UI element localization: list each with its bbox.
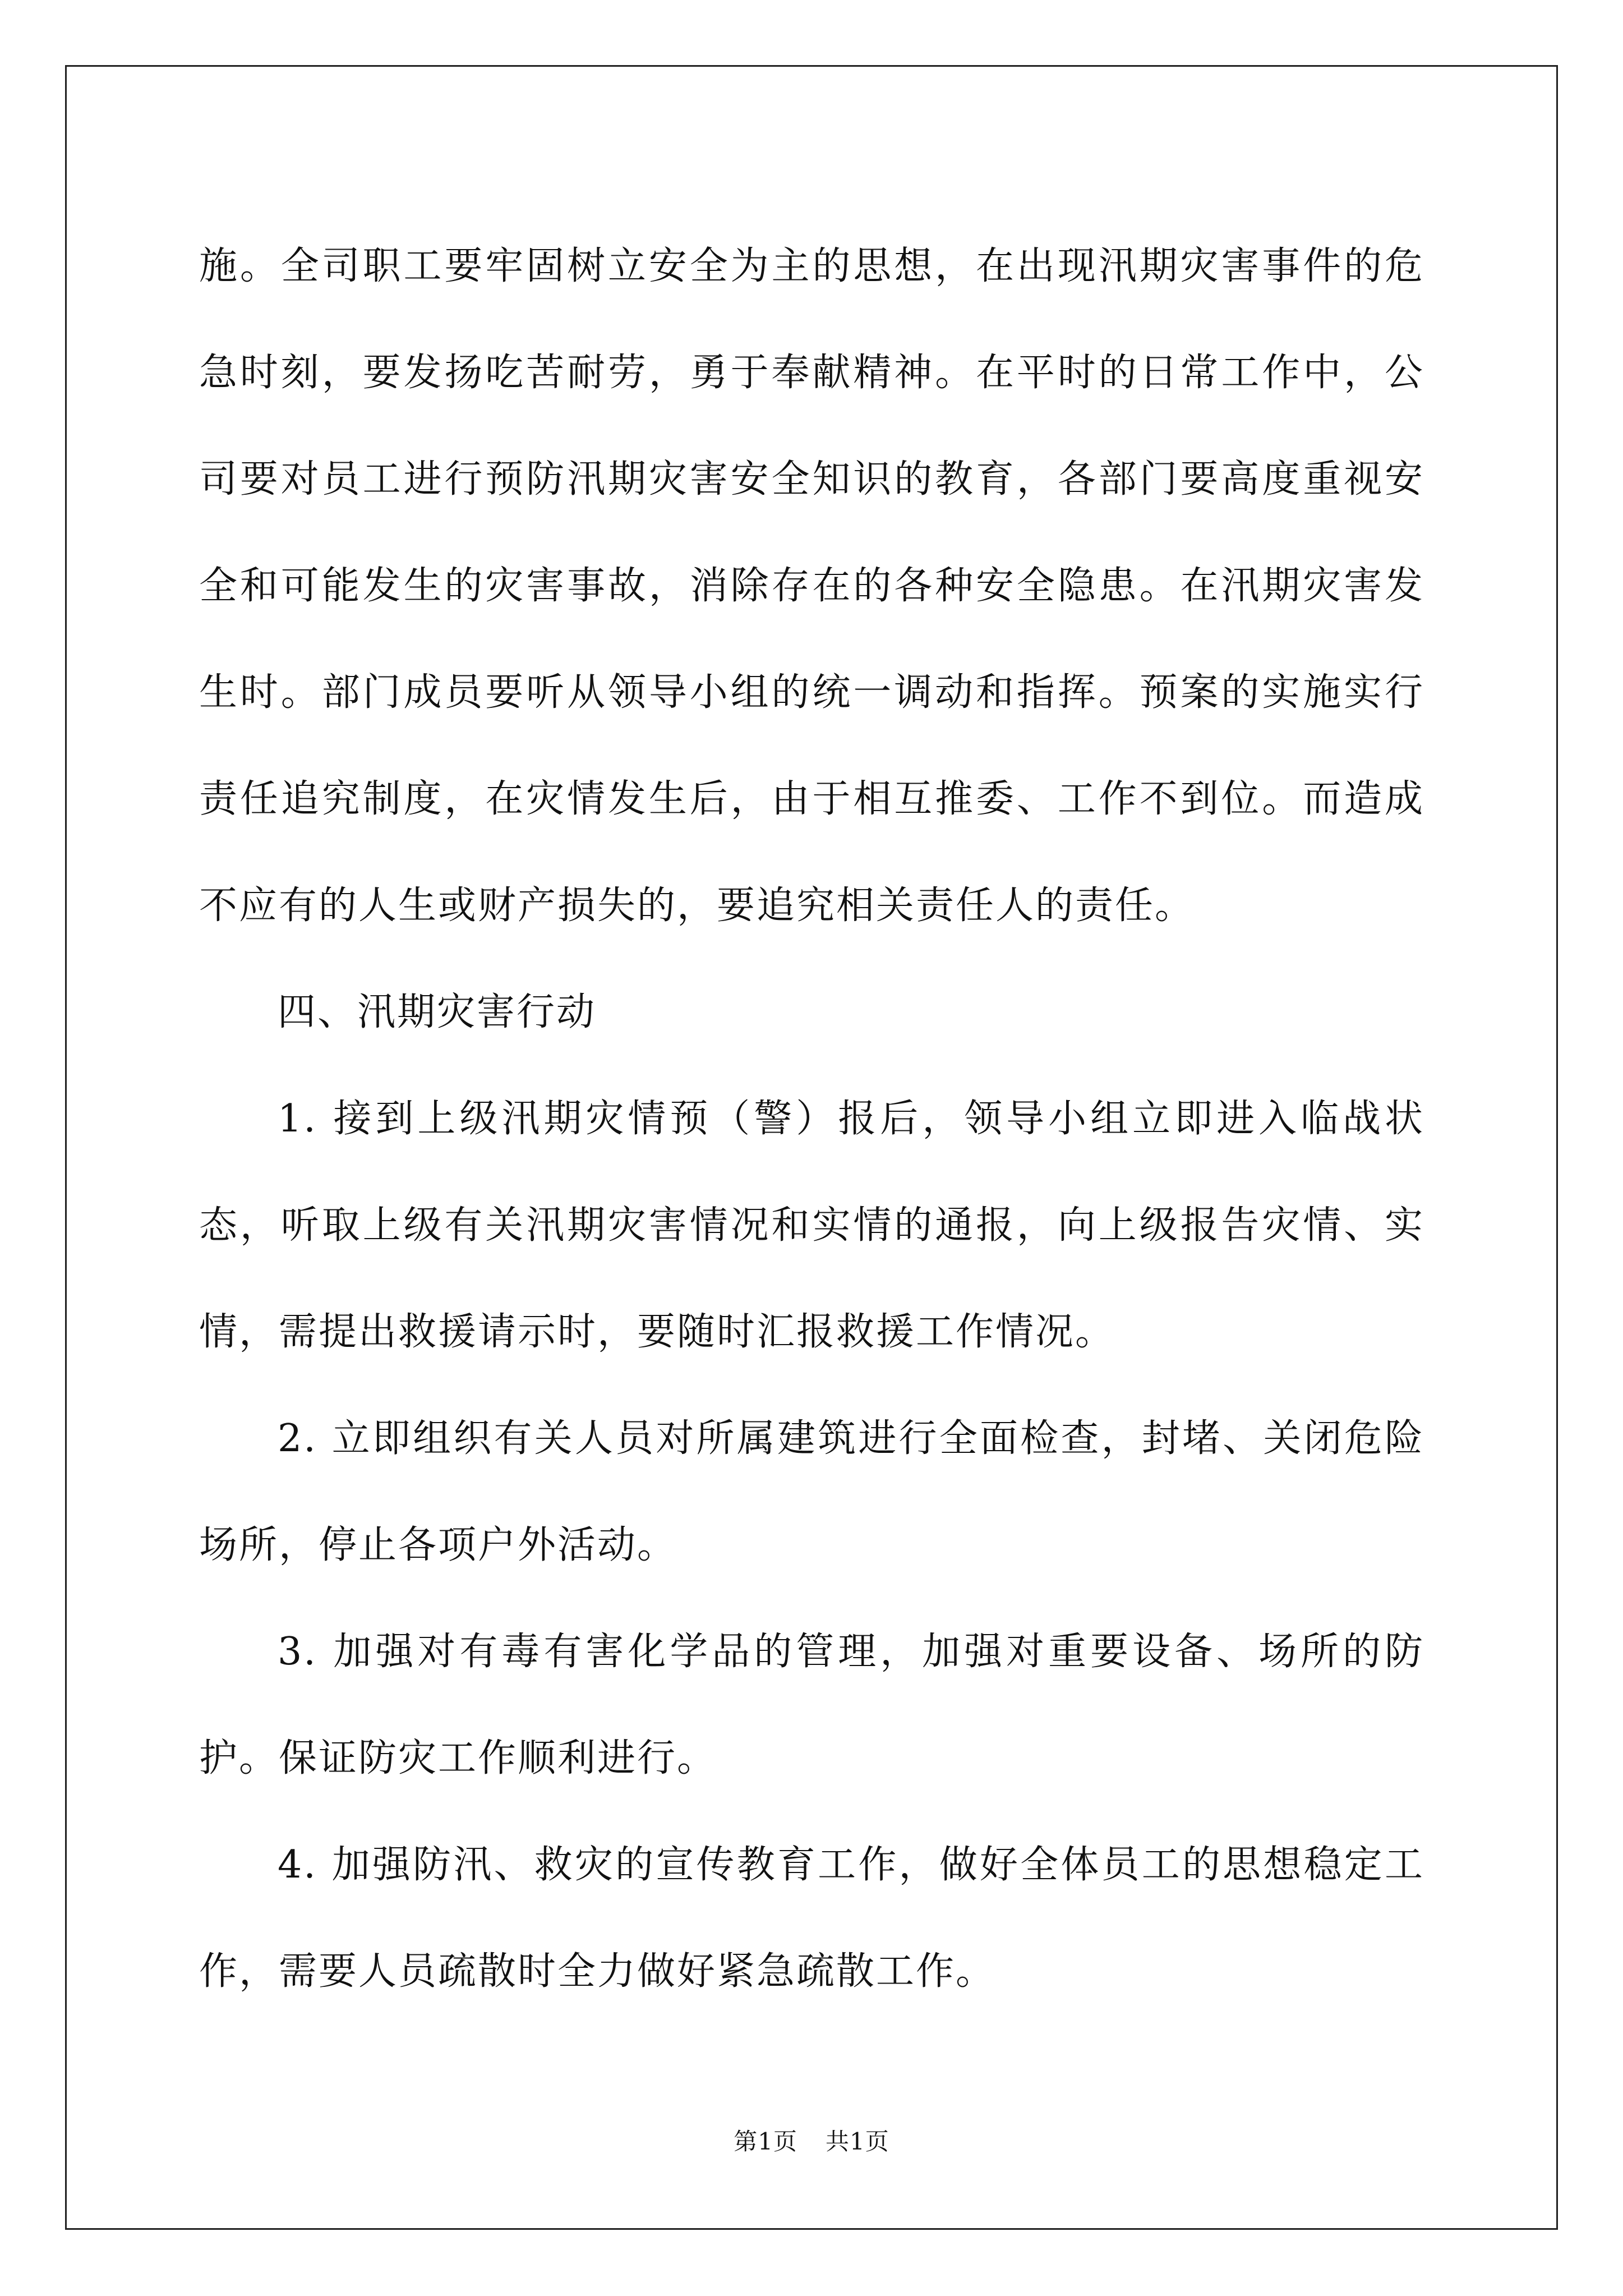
page-total: 共1页 xyxy=(826,2128,889,2155)
list-item-2: 2. 立即组织有关人员对所属建筑进行全面检查，封堵、关闭危险场所，停止各项户外活动。 xyxy=(199,1416,1424,1567)
list-item-4: 4. 加强防汛、救灾的宣传教育工作，做好全体员工的思想稳定工作，需要人员疏散时全力做好紧急疏散工作。 xyxy=(199,1843,1424,1994)
body-paragraph: 施。全司职工要牢固树立安全为主的思想，在出现汛期灾害事件的危急时刻，要发扬吃苦耐劳，勇于奉献精神。在平时的日常工作中，公司要对员工进行预防汛期灾害安全知识的教育，各部门要高度重视安全和可能发生的灾害事故，消除存在的各种安全隐患。在汛期灾害发生时。部门成员要听从领导小组的统一调动和指挥。预案的实施实行责任追究制度，在灾情发生后，由于相互推委、工作不到位。而造成不应有的人生或财产损失的，要追究相关责任人的责任。 xyxy=(199,244,1424,928)
list-item-1: 1. 接到上级汛期灾情预（警）报后，领导小组立即进入临战状态，听取上级有关汛期灾害情况和实情的通报，向上级报告灾情、实情，需提出救援请示时，要随时汇报救援工作情况。 xyxy=(199,1097,1424,1354)
section-heading: 四、汛期灾害行动 xyxy=(278,990,597,1034)
page-number: 第1页 xyxy=(734,2128,797,2155)
page-footer xyxy=(0,2125,1623,2159)
document-body xyxy=(199,213,1424,2025)
list-item-3: 3. 加强对有毒有害化学品的管理，加强对重要设备、场所的防护。保证防灾工作顺利进行。 xyxy=(199,1630,1424,1780)
